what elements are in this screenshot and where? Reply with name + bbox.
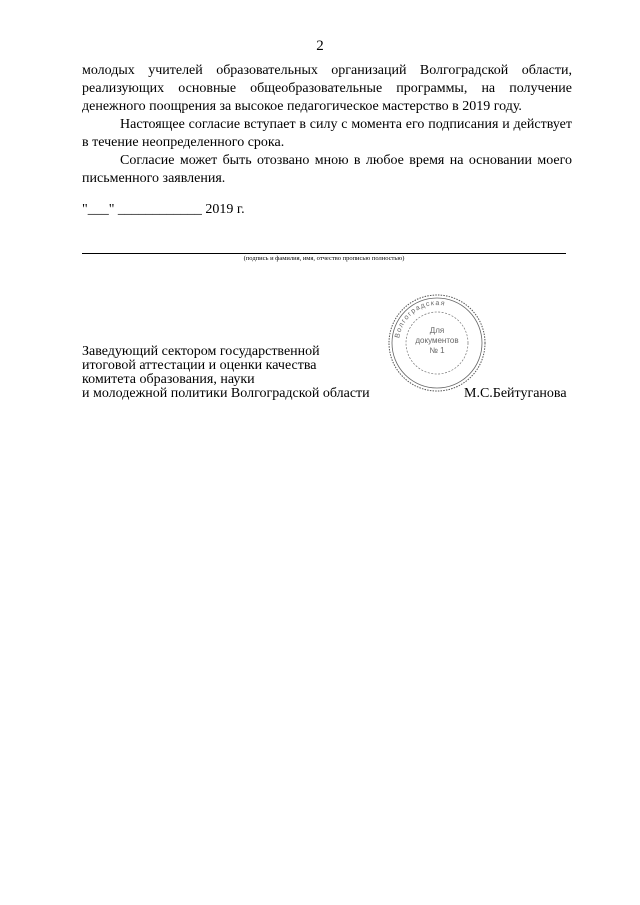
paragraph-continuation: молодых учителей образовательных организаций Волгоградской области, реализующих основные общеобразовательные программы, на получение денежного поощрения за высокое педагогическое мастерство в 2019 году.: [82, 63, 572, 114]
signer-name: М.С.Бейтуганова: [464, 386, 567, 401]
paragraph-withdrawal: Согласие может быть отозвано мною в любое время на основании моего письменного заявления.: [82, 153, 572, 186]
paragraph-effective-date: Настоящее согласие вступает в силу с момента его подписания и действует в течение неопределенного срока.: [82, 117, 572, 150]
stamp-center-line-2: документов: [415, 336, 459, 345]
position-line: и молодежной политики Волгоградской области: [82, 386, 370, 401]
position-line: Заведующий сектором государственной: [82, 344, 320, 359]
position-line: комитета образования, науки: [82, 372, 255, 387]
position-line: итоговой аттестации и оценки качества: [82, 358, 317, 373]
consent-body: [82, 62, 572, 188]
stamp-seal-graphic: [386, 292, 488, 394]
signatory-position: [82, 345, 370, 401]
stamp-ring-text: Волгоградская: [394, 299, 447, 339]
stamp-seal: [386, 292, 488, 394]
date-line: "___" ____________ 2019 г.: [82, 202, 245, 217]
page-number: 2: [316, 38, 324, 54]
stamp-center-line-1: Для: [429, 326, 445, 335]
stamp-center-line-3: № 1: [429, 346, 445, 355]
signature-caption: (подпись и фамилия, имя, отчество прописью полностью): [243, 255, 405, 262]
signature-line: [82, 253, 566, 254]
